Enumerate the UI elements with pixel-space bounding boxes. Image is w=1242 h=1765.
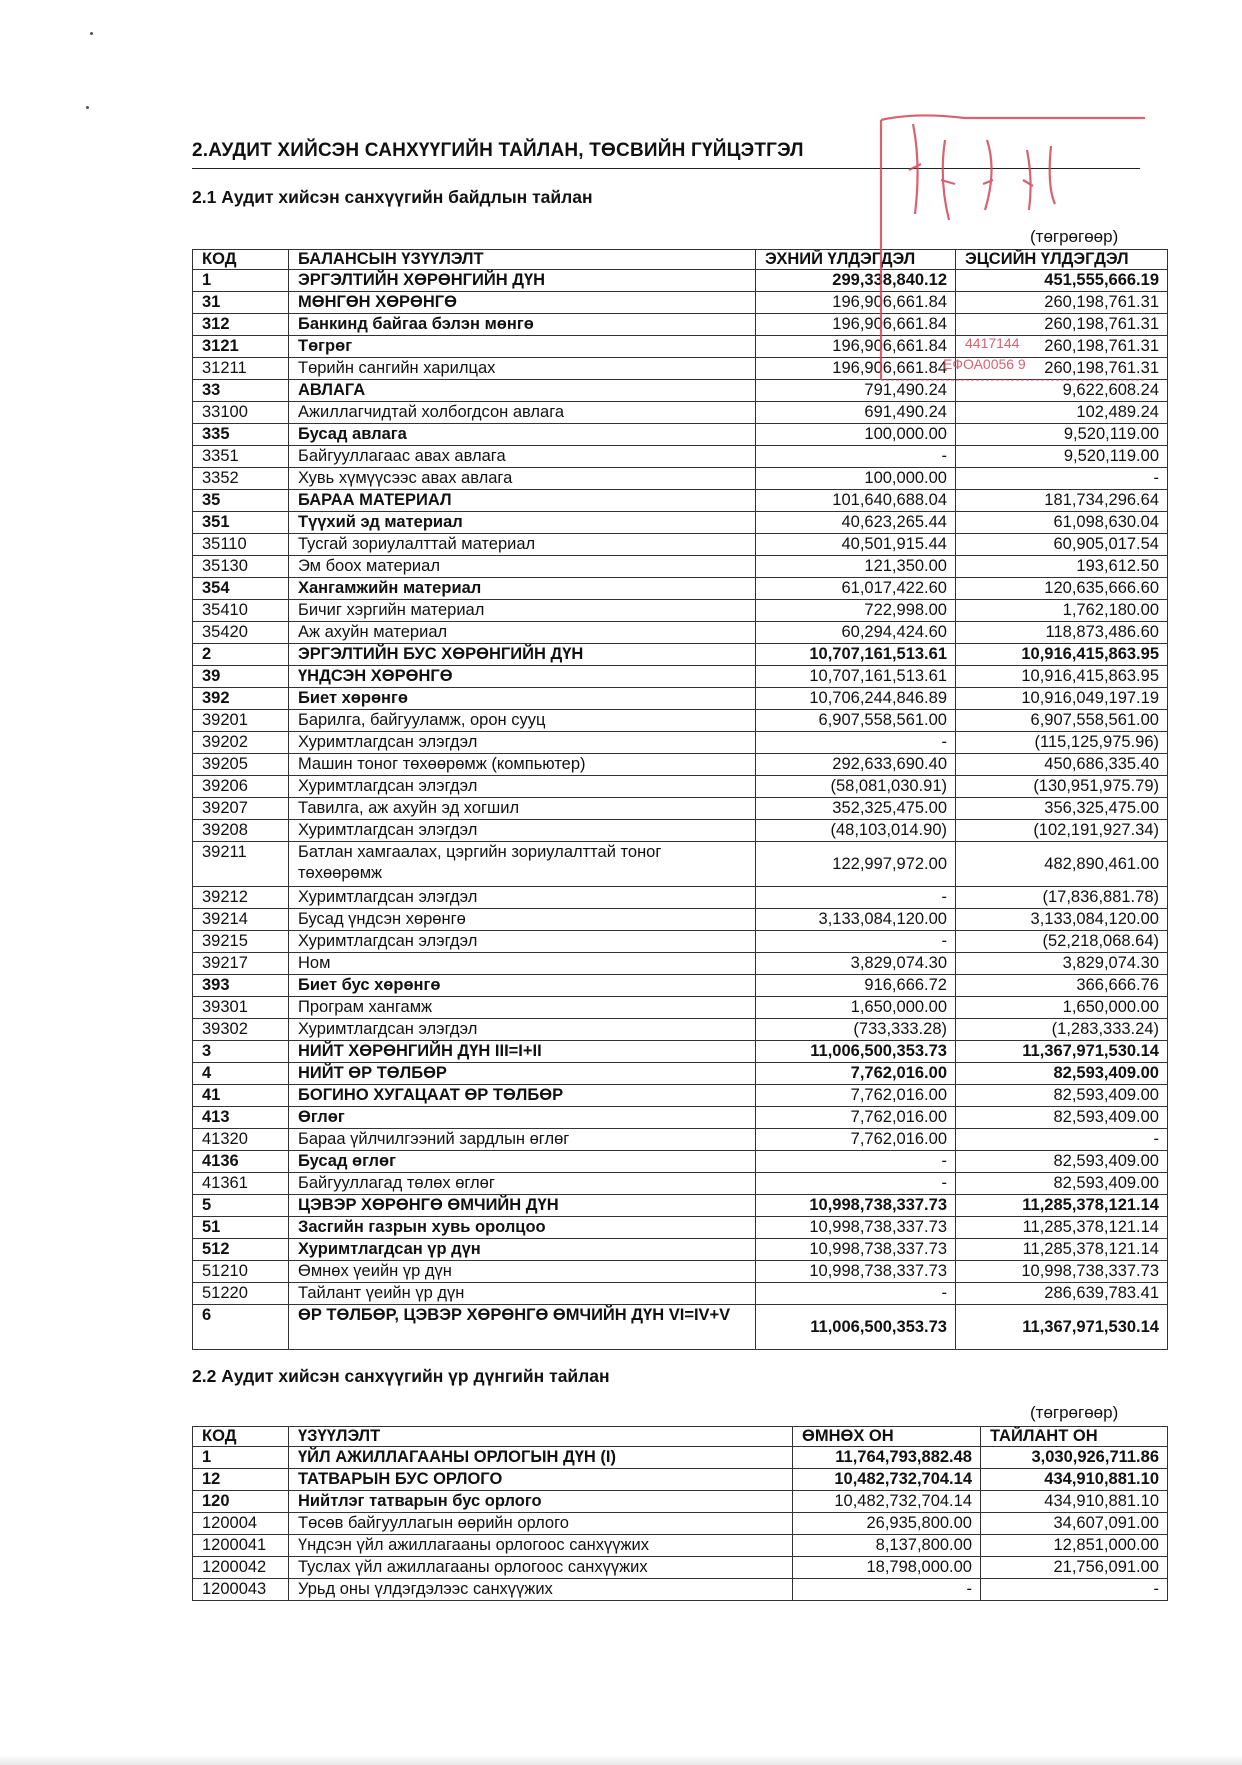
- row-value-start: -: [793, 1579, 981, 1601]
- row-value-start: 8,137,800.00: [793, 1535, 981, 1557]
- row-value-start: 196,906,661.84: [756, 314, 956, 336]
- row-value-start: 196,906,661.84: [756, 292, 956, 314]
- table-row: [193, 820, 1168, 842]
- row-value-end: (115,125,975.96): [956, 732, 1168, 754]
- row-value-end: 9,520,119.00: [956, 424, 1168, 446]
- row-value-end: 450,686,335.40: [956, 754, 1168, 776]
- row-value-end: 34,607,091.00: [981, 1513, 1168, 1535]
- table-row: [193, 270, 1168, 292]
- row-value-end: 260,198,761.31: [956, 336, 1168, 358]
- row-value-start: 3,133,084,120.00: [756, 909, 956, 931]
- row-code: 6: [193, 1305, 289, 1350]
- row-label: Бусад өглөг: [289, 1151, 756, 1173]
- row-value-start: 40,501,915.44: [756, 534, 956, 556]
- row-value-end: 434,910,881.10: [981, 1469, 1168, 1491]
- table-row: [193, 424, 1168, 446]
- row-value-start: 122,997,972.00: [756, 842, 956, 887]
- column-header-code: КОД: [193, 1427, 289, 1447]
- row-code: 393: [193, 975, 289, 997]
- row-value-end: 286,639,783.41: [956, 1283, 1168, 1305]
- row-value-end: 1,650,000.00: [956, 997, 1168, 1019]
- row-value-start: 100,000.00: [756, 424, 956, 446]
- table-row: [193, 336, 1168, 358]
- row-value-start: 7,762,016.00: [756, 1063, 956, 1085]
- row-code: 2: [193, 644, 289, 666]
- row-label: Хангамжийн материал: [289, 578, 756, 600]
- row-code: 39206: [193, 776, 289, 798]
- table-row: [193, 446, 1168, 468]
- row-code: 41361: [193, 1173, 289, 1195]
- table-header-row: [193, 250, 1168, 270]
- row-value-end: 11,367,971,530.14: [956, 1041, 1168, 1063]
- row-label: Тайлант үеийн үр дүн: [289, 1283, 756, 1305]
- row-code: 4136: [193, 1151, 289, 1173]
- row-value-end: 3,133,084,120.00: [956, 909, 1168, 931]
- row-code: 39205: [193, 754, 289, 776]
- table-row: [193, 358, 1168, 380]
- row-label: Өглөг: [289, 1107, 756, 1129]
- row-value-end: 82,593,409.00: [956, 1173, 1168, 1195]
- column-header-indicator: ҮЗҮҮЛЭЛТ: [289, 1427, 793, 1447]
- row-value-start: 791,490.24: [756, 380, 956, 402]
- table-row: [193, 1085, 1168, 1107]
- row-code: 33: [193, 380, 289, 402]
- row-code: 1: [193, 1447, 289, 1469]
- row-label: ЭРГЭЛТИЙН БУС ХӨРӨНГИЙН ДҮН: [289, 644, 756, 666]
- row-label: Бусад авлага: [289, 424, 756, 446]
- row-label: Машин тоног төхөөрөмж (компьютер): [289, 754, 756, 776]
- unit-label-income: (төгрөгөөр): [1030, 1403, 1119, 1422]
- column-header-reporting-year: ТАЙЛАНТ ОН: [981, 1427, 1168, 1447]
- table-row: [193, 578, 1168, 600]
- table-row: [193, 975, 1168, 997]
- row-label: Засгийн газрын хувь оролцоо: [289, 1217, 756, 1239]
- row-code: 39302: [193, 1019, 289, 1041]
- row-code: 39201: [193, 710, 289, 732]
- row-value-start: 18,798,000.00: [793, 1557, 981, 1579]
- table-row: [193, 887, 1168, 909]
- row-value-start: 7,762,016.00: [756, 1129, 956, 1151]
- scan-speck: [90, 32, 93, 35]
- row-label: Тавилга, аж ахуйн эд хогшил: [289, 798, 756, 820]
- table-row: [193, 1283, 1168, 1305]
- row-value-start: 11,764,793,882.48: [793, 1447, 981, 1469]
- row-code: 39: [193, 666, 289, 688]
- row-value-start: (58,081,030.91): [756, 776, 956, 798]
- table-row: [193, 1019, 1168, 1041]
- row-value-start: (48,103,014.90): [756, 820, 956, 842]
- row-code: 39212: [193, 887, 289, 909]
- table-row: [193, 512, 1168, 534]
- row-value-end: (52,218,068.64): [956, 931, 1168, 953]
- row-label: Байгууллагад төлөх өглөг: [289, 1173, 756, 1195]
- page-title: 2.АУДИТ ХИЙСЭН САНХҮҮГИЙН ТАЙЛАН, ТӨСВИЙН ГҮЙЦЭТГЭЛ: [192, 140, 804, 161]
- row-value-start: 299,338,840.12: [756, 270, 956, 292]
- row-value-end: 12,851,000.00: [981, 1535, 1168, 1557]
- row-value-start: 292,633,690.40: [756, 754, 956, 776]
- row-value-start: -: [756, 1283, 956, 1305]
- row-code: 354: [193, 578, 289, 600]
- row-value-start: 10,706,244,846.89: [756, 688, 956, 710]
- row-value-end: 434,910,881.10: [981, 1491, 1168, 1513]
- table-row: [193, 1217, 1168, 1239]
- row-code: 351: [193, 512, 289, 534]
- row-label: Тусгай зориулалттай материал: [289, 534, 756, 556]
- row-code: 41: [193, 1085, 289, 1107]
- table-row: [193, 732, 1168, 754]
- row-code: 3351: [193, 446, 289, 468]
- row-label: Эм боох материал: [289, 556, 756, 578]
- row-value-end: 260,198,761.31: [956, 358, 1168, 380]
- table-row: [193, 644, 1168, 666]
- scan-edge: [0, 1755, 1242, 1765]
- table-row: [193, 931, 1168, 953]
- table-row: [193, 1261, 1168, 1283]
- title-underline: [192, 168, 1140, 169]
- row-code: 4: [193, 1063, 289, 1085]
- row-label: Төгрөг: [289, 336, 756, 358]
- row-label: Урьд оны үлдэгдэлээс санхүүжих: [289, 1579, 793, 1601]
- row-code: 1: [193, 270, 289, 292]
- table-row: [193, 622, 1168, 644]
- column-header-previous-year: ӨМНӨХ ОН: [793, 1427, 981, 1447]
- table-row: [193, 1469, 1168, 1491]
- row-label: Хуримтлагдсан элэгдэл: [289, 776, 756, 798]
- table-row: [193, 468, 1168, 490]
- column-header-code: КОД: [193, 250, 289, 270]
- table-row: [193, 600, 1168, 622]
- row-label: Биет бус хөрөнгө: [289, 975, 756, 997]
- row-value-start: 100,000.00: [756, 468, 956, 490]
- row-value-end: (130,951,975.79): [956, 776, 1168, 798]
- column-header-indicator: БАЛАНСЫН ҮЗҮҮЛЭЛТ: [289, 250, 756, 270]
- row-value-start: 352,325,475.00: [756, 798, 956, 820]
- table-row: [193, 1151, 1168, 1173]
- balance-sheet-table: [192, 249, 1168, 1350]
- row-code: 31: [193, 292, 289, 314]
- row-code: 1200041: [193, 1535, 289, 1557]
- row-value-end: 356,325,475.00: [956, 798, 1168, 820]
- row-value-start: 11,006,500,353.73: [756, 1305, 956, 1350]
- row-label: Үндсэн үйл ажиллагааны орлогоос санхүүжих: [289, 1535, 793, 1557]
- row-value-end: 260,198,761.31: [956, 314, 1168, 336]
- row-value-end: 82,593,409.00: [956, 1063, 1168, 1085]
- table-row: [193, 1579, 1168, 1601]
- row-value-start: 916,666.72: [756, 975, 956, 997]
- scan-speck: [86, 106, 89, 109]
- row-code: 39215: [193, 931, 289, 953]
- row-value-start: 10,482,732,704.14: [793, 1491, 981, 1513]
- row-label: Бусад үндсэн хөрөнгө: [289, 909, 756, 931]
- row-label: Туслах үйл ажиллагааны орлогоос санхүүжих: [289, 1557, 793, 1579]
- table-row: [193, 380, 1168, 402]
- row-label: ЦЭВЭР ХӨРӨНГӨ ӨМЧИЙН ДҮН: [289, 1195, 756, 1217]
- table-row: [193, 292, 1168, 314]
- row-label: Төрийн сангийн харилцах: [289, 358, 756, 380]
- row-value-start: 6,907,558,561.00: [756, 710, 956, 732]
- row-value-end: 10,916,415,863.95: [956, 666, 1168, 688]
- row-value-end: 11,285,378,121.14: [956, 1217, 1168, 1239]
- row-value-end: -: [981, 1579, 1168, 1601]
- row-value-end: 21,756,091.00: [981, 1557, 1168, 1579]
- row-value-start: -: [756, 446, 956, 468]
- row-value-end: 366,666.76: [956, 975, 1168, 997]
- row-code: 12: [193, 1469, 289, 1491]
- row-label: ӨР ТӨЛБӨР, ЦЭВЭР ХӨРӨНГӨ ӨМЧИЙН ДҮН VI=IV+V: [289, 1305, 756, 1350]
- row-label: Аж ахуйн материал: [289, 622, 756, 644]
- table-row: [193, 402, 1168, 424]
- row-value-end: 120,635,666.60: [956, 578, 1168, 600]
- row-code: 335: [193, 424, 289, 446]
- row-code: 35410: [193, 600, 289, 622]
- row-value-end: 61,098,630.04: [956, 512, 1168, 534]
- table-row: [193, 1305, 1168, 1350]
- column-header-closing-balance: ЭЦСИЙН ҮЛДЭГДЭЛ: [956, 250, 1168, 270]
- row-value-start: 121,350.00: [756, 556, 956, 578]
- row-label: НИЙТ ӨР ТӨЛБӨР: [289, 1063, 756, 1085]
- row-value-start: (733,333.28): [756, 1019, 956, 1041]
- svg-text:ЕФОА0056 9: ЕФОА0056 9: [943, 356, 1026, 372]
- row-value-end: (17,836,881.78): [956, 887, 1168, 909]
- table-row: [193, 666, 1168, 688]
- row-value-start: 61,017,422.60: [756, 578, 956, 600]
- row-value-end: 82,593,409.00: [956, 1151, 1168, 1173]
- row-value-start: 1,650,000.00: [756, 997, 956, 1019]
- row-label: Хуримтлагдсан элэгдэл: [289, 820, 756, 842]
- row-label: БАРАА МАТЕРИАЛ: [289, 490, 756, 512]
- row-code: 392: [193, 688, 289, 710]
- unit-label-balance: (төгрөгөөр): [1030, 227, 1119, 246]
- table-row: [193, 1107, 1168, 1129]
- row-code: 33100: [193, 402, 289, 424]
- table-row: [193, 842, 1168, 887]
- row-value-start: 722,998.00: [756, 600, 956, 622]
- table-row: [193, 754, 1168, 776]
- row-value-end: 3,829,074.30: [956, 953, 1168, 975]
- row-label: Ном: [289, 953, 756, 975]
- row-value-start: 10,707,161,513.61: [756, 666, 956, 688]
- row-label: Програм хангамж: [289, 997, 756, 1019]
- row-value-end: 118,873,486.60: [956, 622, 1168, 644]
- row-label: Барилга, байгууламж, орон сууц: [289, 710, 756, 732]
- row-value-end: 102,489.24: [956, 402, 1168, 424]
- row-value-end: 82,593,409.00: [956, 1085, 1168, 1107]
- table-row: [193, 688, 1168, 710]
- row-value-end: 11,285,378,121.14: [956, 1195, 1168, 1217]
- row-label: ЭРГЭЛТИЙН ХӨРӨНГИЙН ДҮН: [289, 270, 756, 292]
- row-code: 39214: [193, 909, 289, 931]
- row-value-end: 60,905,017.54: [956, 534, 1168, 556]
- row-value-end: 10,916,415,863.95: [956, 644, 1168, 666]
- row-code: 413: [193, 1107, 289, 1129]
- row-code: 512: [193, 1239, 289, 1261]
- row-value-end: 9,520,119.00: [956, 446, 1168, 468]
- row-value-end: 10,998,738,337.73: [956, 1261, 1168, 1283]
- row-code: 312: [193, 314, 289, 336]
- row-code: 3121: [193, 336, 289, 358]
- income-statement-table: [192, 1426, 1168, 1601]
- row-value-start: 10,707,161,513.61: [756, 644, 956, 666]
- row-code: 1200042: [193, 1557, 289, 1579]
- row-code: 39217: [193, 953, 289, 975]
- row-value-end: 3,030,926,711.86: [981, 1447, 1168, 1469]
- row-value-end: -: [956, 468, 1168, 490]
- row-code: 35: [193, 490, 289, 512]
- row-label: Түүхий эд материал: [289, 512, 756, 534]
- row-code: 41320: [193, 1129, 289, 1151]
- row-value-end: 11,285,378,121.14: [956, 1239, 1168, 1261]
- row-label: МӨНГӨН ХӨРӨНГӨ: [289, 292, 756, 314]
- row-code: 39202: [193, 732, 289, 754]
- row-value-start: -: [756, 887, 956, 909]
- row-label: ТАТВАРЫН БУС ОРЛОГО: [289, 1469, 793, 1491]
- table-row: [193, 1041, 1168, 1063]
- table-row: [193, 953, 1168, 975]
- table-row: [193, 490, 1168, 512]
- row-value-start: 7,762,016.00: [756, 1107, 956, 1129]
- row-label: Банкинд байгаа бэлэн мөнгө: [289, 314, 756, 336]
- row-label: НИЙТ ХӨРӨНГИЙН ДҮН III=I+II: [289, 1041, 756, 1063]
- row-value-start: 60,294,424.60: [756, 622, 956, 644]
- row-label: Биет хөрөнгө: [289, 688, 756, 710]
- row-value-start: 10,482,732,704.14: [793, 1469, 981, 1491]
- row-value-end: 1,762,180.00: [956, 600, 1168, 622]
- table-row: [193, 1535, 1168, 1557]
- table-row: [193, 909, 1168, 931]
- row-label: Батлан хамгаалах, цэргийн зориулалттай тоног төхөөрөмж: [289, 842, 756, 887]
- row-value-start: 10,998,738,337.73: [756, 1217, 956, 1239]
- row-value-end: -: [956, 1129, 1168, 1151]
- row-code: 35130: [193, 556, 289, 578]
- row-value-end: 181,734,296.64: [956, 490, 1168, 512]
- table-row: [193, 1557, 1168, 1579]
- row-value-end: 11,367,971,530.14: [956, 1305, 1168, 1350]
- section-heading-balance: 2.1 Аудит хийсэн санхүүгийн байдлын тайлан: [192, 187, 593, 207]
- row-value-start: 7,762,016.00: [756, 1085, 956, 1107]
- row-label: Хуримтлагдсан элэгдэл: [289, 931, 756, 953]
- row-value-end: 260,198,761.31: [956, 292, 1168, 314]
- row-label: Хувь хүмүүсээс авах авлага: [289, 468, 756, 490]
- row-value-start: -: [756, 732, 956, 754]
- row-code: 31211: [193, 358, 289, 380]
- table-row: [193, 1129, 1168, 1151]
- svg-text:4417144: 4417144: [965, 335, 1020, 351]
- row-value-start: 3,829,074.30: [756, 953, 956, 975]
- row-value-start: 196,906,661.84: [756, 336, 956, 358]
- row-code: 120: [193, 1491, 289, 1513]
- table-row: [193, 314, 1168, 336]
- row-label: Бичиг хэргийн материал: [289, 600, 756, 622]
- row-label: Ажиллагчидтай холбогдсон авлага: [289, 402, 756, 424]
- row-label: Төсөв байгууллагын өөрийн орлого: [289, 1513, 793, 1535]
- row-label: ҮЙЛ АЖИЛЛАГААНЫ ОРЛОГЫН ДҮН (I): [289, 1447, 793, 1469]
- row-value-end: (1,283,333.24): [956, 1019, 1168, 1041]
- row-value-start: 10,998,738,337.73: [756, 1239, 956, 1261]
- row-label: Байгууллагаас авах авлага: [289, 446, 756, 468]
- row-value-start: 196,906,661.84: [756, 358, 956, 380]
- table-row: [193, 1513, 1168, 1535]
- row-code: 1200043: [193, 1579, 289, 1601]
- row-value-end: 82,593,409.00: [956, 1107, 1168, 1129]
- table-row: [193, 556, 1168, 578]
- table-row: [193, 1195, 1168, 1217]
- row-value-start: 101,640,688.04: [756, 490, 956, 512]
- table-row: [193, 1447, 1168, 1469]
- row-value-end: (102,191,927.34): [956, 820, 1168, 842]
- row-label: ҮНДСЭН ХӨРӨНГӨ: [289, 666, 756, 688]
- row-value-end: 9,622,608.24: [956, 380, 1168, 402]
- row-value-start: 26,935,800.00: [793, 1513, 981, 1535]
- table-row: [193, 534, 1168, 556]
- row-code: 120004: [193, 1513, 289, 1535]
- row-code: 35420: [193, 622, 289, 644]
- row-value-start: -: [756, 1173, 956, 1195]
- table-row: [193, 710, 1168, 732]
- row-code: 5: [193, 1195, 289, 1217]
- row-value-start: 691,490.24: [756, 402, 956, 424]
- row-code: 35110: [193, 534, 289, 556]
- row-label: Хуримтлагдсан элэгдэл: [289, 732, 756, 754]
- table-row: [193, 1239, 1168, 1261]
- row-value-start: 10,998,738,337.73: [756, 1261, 956, 1283]
- table-row: [193, 776, 1168, 798]
- row-code: 39208: [193, 820, 289, 842]
- row-label: БОГИНО ХУГАЦААТ ӨР ТӨЛБӨР: [289, 1085, 756, 1107]
- row-label: Хуримтлагдсан элэгдэл: [289, 887, 756, 909]
- table-row: [193, 798, 1168, 820]
- row-label: Бараа үйлчилгээний зардлын өглөг: [289, 1129, 756, 1151]
- section-heading-income: 2.2 Аудит хийсэн санхүүгийн үр дүнгийн тайлан: [192, 1366, 610, 1386]
- row-label: АВЛАГА: [289, 380, 756, 402]
- row-label: Хуримтлагдсан үр дүн: [289, 1239, 756, 1261]
- row-code: 39211: [193, 842, 289, 887]
- row-value-start: 40,623,265.44: [756, 512, 956, 534]
- table-row: [193, 1491, 1168, 1513]
- row-code: 39301: [193, 997, 289, 1019]
- row-value-start: 11,006,500,353.73: [756, 1041, 956, 1063]
- table-row: [193, 1063, 1168, 1085]
- row-code: 51220: [193, 1283, 289, 1305]
- row-code: 51: [193, 1217, 289, 1239]
- row-code: 3: [193, 1041, 289, 1063]
- row-label: Өмнөх үеийн үр дүн: [289, 1261, 756, 1283]
- row-value-end: 6,907,558,561.00: [956, 710, 1168, 732]
- row-value-end: 451,555,666.19: [956, 270, 1168, 292]
- row-value-start: 10,998,738,337.73: [756, 1195, 956, 1217]
- row-code: 3352: [193, 468, 289, 490]
- row-label: Хуримтлагдсан элэгдэл: [289, 1019, 756, 1041]
- row-code: 51210: [193, 1261, 289, 1283]
- row-value-start: -: [756, 931, 956, 953]
- row-value-start: -: [756, 1151, 956, 1173]
- table-row: [193, 1173, 1168, 1195]
- table-row: [193, 997, 1168, 1019]
- row-value-end: 193,612.50: [956, 556, 1168, 578]
- column-header-opening-balance: ЭХНИЙ ҮЛДЭГДЭЛ: [756, 250, 956, 270]
- table-header-row: [193, 1427, 1168, 1447]
- row-value-end: 482,890,461.00: [956, 842, 1168, 887]
- row-value-end: 10,916,049,197.19: [956, 688, 1168, 710]
- row-code: 39207: [193, 798, 289, 820]
- row-label: Нийтлэг татварын бус орлого: [289, 1491, 793, 1513]
